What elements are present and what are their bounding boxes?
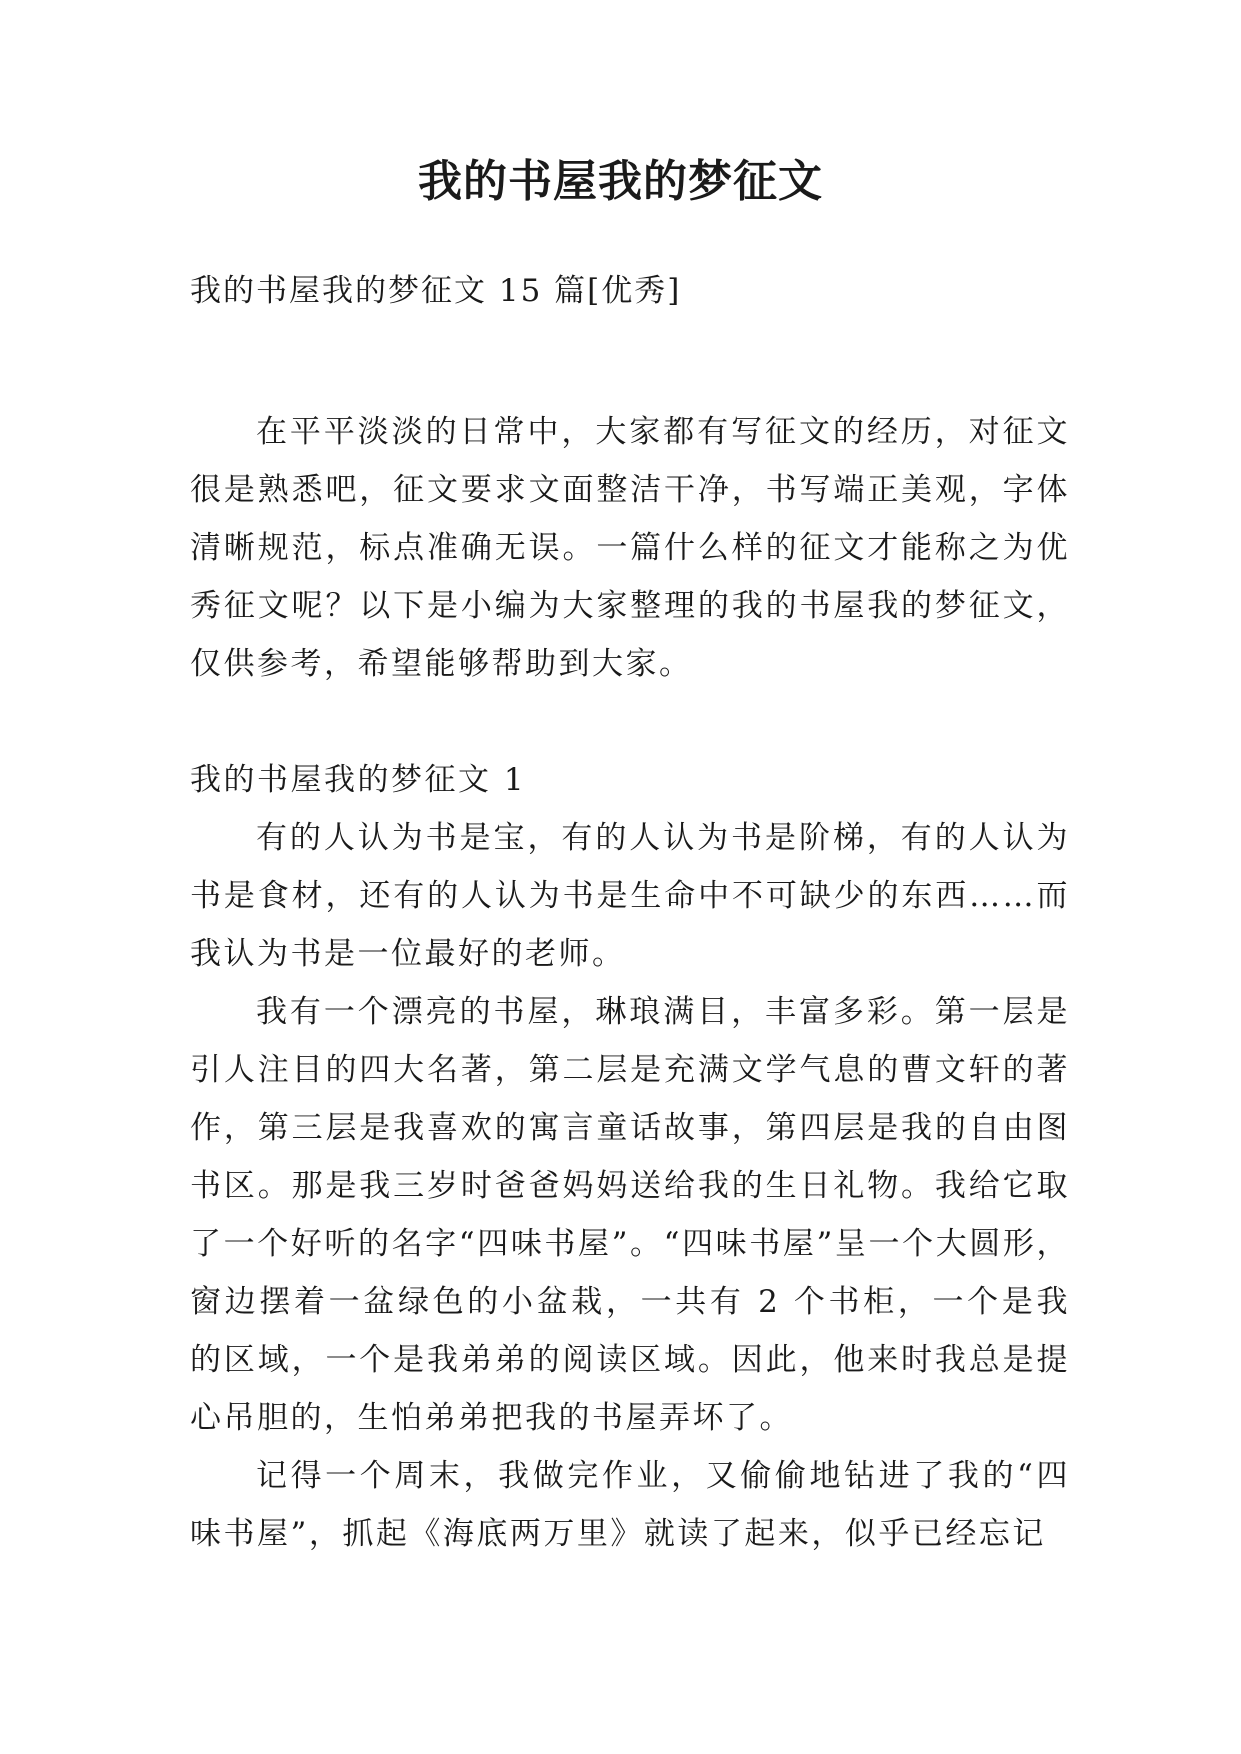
section-heading: 我的书屋我的梦征文 1 xyxy=(190,762,527,798)
document-body xyxy=(190,403,1070,1563)
document-title: 我的书屋我的梦征文 xyxy=(418,156,823,207)
document-subtitle: 我的书屋我的梦征文 15 篇[优秀] xyxy=(190,273,682,309)
body-paragraph: 我有一个漂亮的书屋，琳琅满目，丰富多彩。第一层是引人注目的四大名著，第二层是充满文学气息的曹文轩的著作，第三层是我喜欢的寓言童话故事，第四层是我的自由图书区。那是我三岁时爸爸妈妈送给我的生日礼物。我给它取了一个好听的名字“四味书屋”。“四味书屋”呈一个大圆形，窗边摆着一盆绿色的小盆栽，一共有 2 个书柜，一个是我的区域，一个是我弟弟的阅读区域。因此，他来时我总是提心吊胆的，生怕弟弟把我的书屋弄坏了。 xyxy=(190,994,1070,1436)
body-paragraph: 记得一个周末，我做完作业，又偷偷地钻进了我的“四味书屋”，抓起《海底两万里》就读了起来，似乎已经忘记 xyxy=(190,1458,1070,1552)
intro-paragraph: 在平平淡淡的日常中，大家都有写征文的经历，对征文很是熟悉吧，征文要求文面整洁干净，书写端正美观，字体清晰规范，标点准确无误。一篇什么样的征文才能称之为优秀征文呢？以下是小编为大家整理的我的书屋我的梦征文，仅供参考，希望能够帮助到大家。 xyxy=(190,414,1070,682)
body-paragraph: 有的人认为书是宝，有的人认为书是阶梯，有的人认为书是食材，还有的人认为书是生命中不可缺少的东西……而我认为书是一位最好的老师。 xyxy=(190,820,1070,972)
